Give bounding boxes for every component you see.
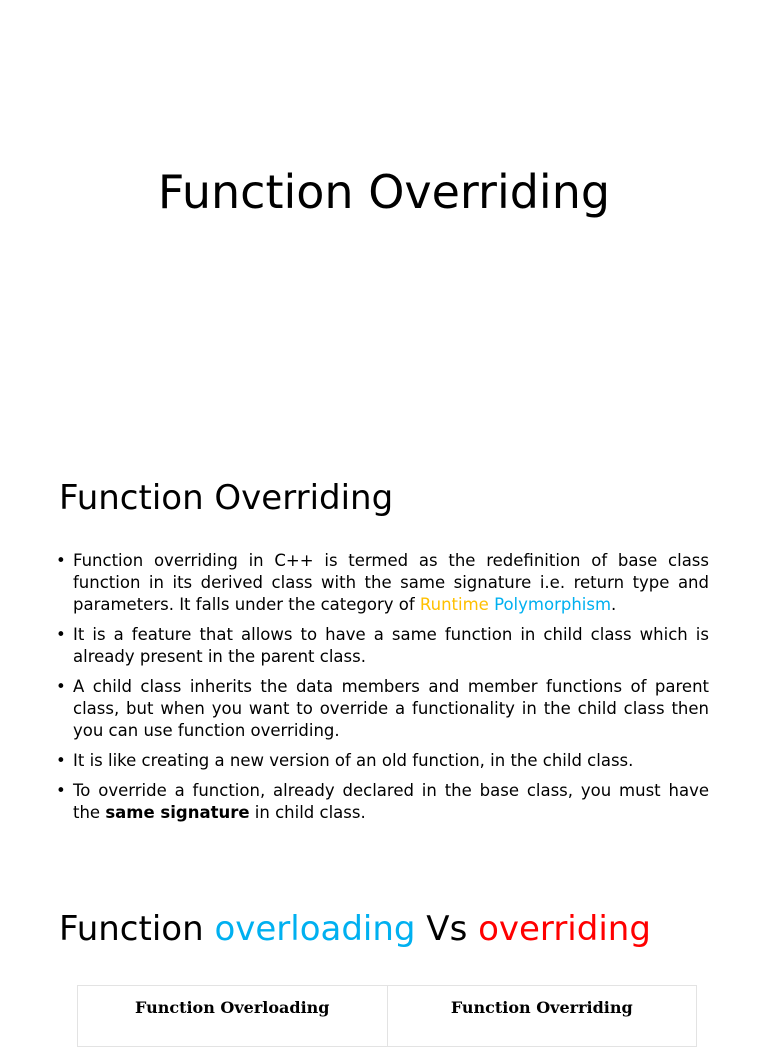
title-part-overloading: overloading <box>214 909 416 949</box>
slide-3-title <box>59 906 651 952</box>
bullet-list <box>56 550 709 832</box>
bullet-item-4: • It is like creating a new version of an old function, in the child class. <box>56 750 709 772</box>
table-header-overloading: Function Overloading <box>135 998 330 1017</box>
slide-1-title: Function Overriding <box>157 165 611 219</box>
bullet-1-text: Function overriding in C++ is termed as the redefinition of base class function in its derived class with the same signature i.e. return type and parameters. It falls under the category of <box>73 551 709 614</box>
table-header-overriding: Function Overriding <box>387 986 697 1046</box>
slide-2-title: Function Overriding <box>59 478 394 518</box>
title-part-vs: Vs <box>415 909 479 949</box>
bullet-5-pre: To override a function, already declared in the base class, you must have the <box>73 781 709 822</box>
same-signature-emphasis: same signature <box>105 803 250 822</box>
bullet-item-3: • A child class inherits the data members and member functions of parent class, but when you want to override a functionality in the child class then you can use function overriding. <box>56 676 709 742</box>
bullet-1-end: . <box>611 595 617 614</box>
title-part-overriding: overriding <box>478 909 651 949</box>
bullet-5-post: in child class. <box>249 803 366 822</box>
bullet-item-1 <box>56 550 709 616</box>
title-part-function: Function <box>59 909 215 949</box>
runtime-keyword: Runtime <box>419 595 489 614</box>
bullet-item-2: • It is a feature that allows to have a same function in child class which is already present in the parent class. <box>56 624 709 668</box>
bullet-item-5 <box>56 780 709 824</box>
comparison-table <box>77 985 697 1047</box>
polymorphism-keyword: Polymorphism <box>494 595 612 614</box>
